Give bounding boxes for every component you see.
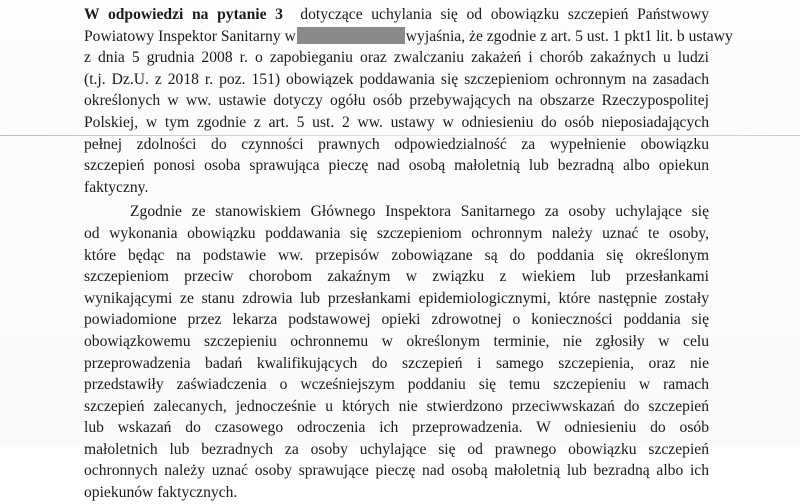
text-line: szczepieniom przeciw chorobom zakaźnym w związku z wiekiem lub przesłankami	[84, 268, 709, 286]
text-line: lub wskazań do czasowego odroczenia ich przeprowadzenia. W odniesieniu do osób	[84, 419, 709, 437]
text-line: opiekunów faktycznych.	[84, 484, 238, 502]
text-line: (t.j. Dz.U. z 2018 r. poz. 151) obowiązek poddawania się szczepieniom ochronnym na zasadach	[84, 70, 709, 88]
text-line: przedstawiły zaświadczenia o wcześniejszym poddaniu się temu szczepieniu w ramach	[84, 376, 709, 394]
text-line: wynikającymi ze stanu zdrowia lub przesłankami epidemiologicznymi, które następnie zostały	[84, 289, 709, 307]
redacted-location	[297, 27, 405, 44]
text-line: Polskiej, w tym zgodnie z art. 5 ust. 2 ww. ustawy w odniesieniu do osób nieposiadających	[84, 113, 709, 131]
text-line: Powiatowy Inspektor Sanitarny w wyjaśnia, że zgodnie z art. 5 ust. 1 pkt1 lit. b ustawy	[84, 27, 733, 45]
text-line: przeprowadzenia badań kwalifikujących do szczepień i samego szczepienia, oraz nie	[84, 354, 709, 372]
paragraph-answer-3	[84, 4, 733, 198]
text-line: z dnia 5 grudnia 2008 r. o zapobieganiu oraz zwalczaniu zakażeń i chorób zakaźnych u ludzi	[84, 49, 709, 67]
text-line: powiadomione przez lekarza podstawowej opieki zdrowotnej o konieczności poddania się	[84, 311, 709, 329]
text-line: obowiązkowemu szczepieniu ochronnemu w określonym terminie, nie zgłosiły w celu	[84, 332, 709, 350]
text-line: które będąc na podstawie ww. przepisów zobowiązane są do poddania się określonym	[84, 246, 709, 264]
text-line: W odpowiedzi na pytanie 3 dotyczące uchylania się od obowiązku szczepień Państwowy	[84, 6, 710, 23]
text-line: pełnej zdolności do czynności prawnych odpowiedzialność za wypełnienie obowiązku	[84, 135, 709, 153]
text-line: określonych w ww. ustawie dotyczy ogółu osób przebywających na obszarze Rzeczypospolitej	[84, 92, 709, 110]
paragraph-gis-position	[84, 201, 709, 503]
bold-lead: W odpowiedzi na pytanie 3	[84, 6, 283, 23]
text-line: szczepień zalecanych, jednocześnie u których nie stwierdzono przeciwwskazań do szczepień	[84, 397, 709, 415]
text-line: Zgodnie ze stanowiskiem Głównego Inspektora Sanitarnego za osoby uchylające się	[130, 203, 709, 221]
text-line: od wykonania obowiązku poddawania się szczepieniom ochronnym należy uznać te osoby,	[84, 224, 709, 242]
document-body	[84, 4, 733, 504]
text-line: szczepień ponosi osoba sprawująca pieczę nad osobą małoletnią lub bezradną albo opiekun	[84, 157, 709, 175]
text-line: małoletnich lub bezradnych za osoby uchylające się od prawnego obowiązku szczepień	[84, 440, 709, 458]
text-line: faktyczny.	[84, 178, 149, 196]
text-line: ochronnych należy uznać osoby sprawujące pieczę nad osobą małoletnią lub bezradną albo ich	[84, 462, 709, 480]
